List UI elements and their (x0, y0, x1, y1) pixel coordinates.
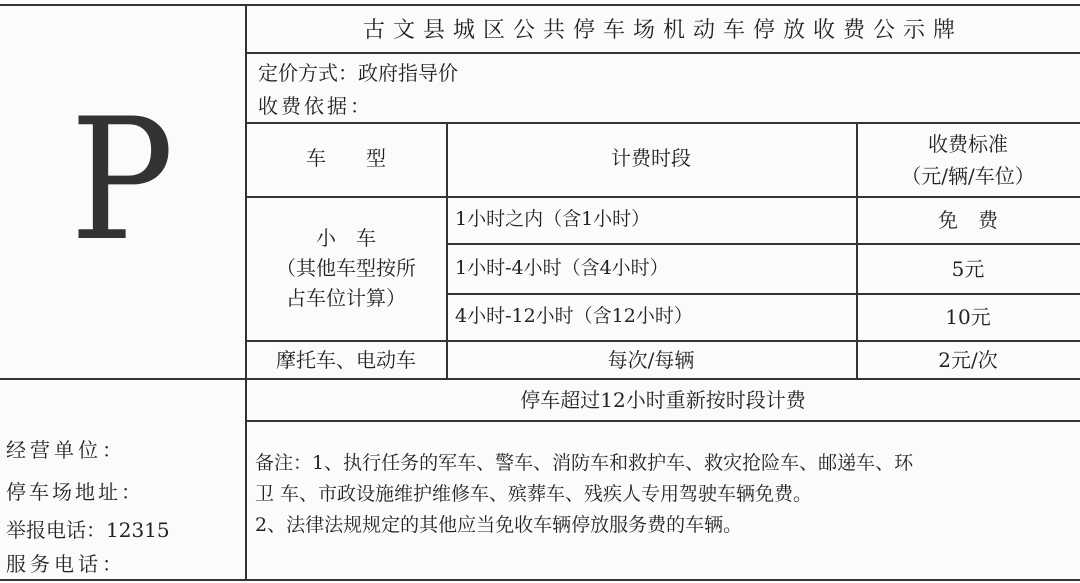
address-label: 停车场地址： (6, 480, 144, 504)
pricing-method: 定价方式：政府指导价 (258, 61, 458, 85)
header-billing-period: 计费时段 (611, 146, 691, 170)
overtime-divider (246, 420, 1080, 422)
remarks-line-3: 2、法律法规规定的其他应当免收车辆停放服务费的车辆。 (255, 514, 743, 536)
small-car-note-line1: （其他车型按所 (276, 256, 416, 280)
operator-label: 经营单位： (6, 438, 126, 462)
report-phone: 举报电话：12315 (6, 518, 170, 542)
small-car-label: 小 车 (316, 226, 376, 250)
left-section-divider (0, 378, 1080, 380)
border-top (0, 4, 1080, 6)
header-divider (246, 196, 1080, 198)
fee-row-3: 10元 (945, 305, 991, 329)
row1-divider (446, 243, 1080, 245)
board-title: 古文县城区公共停车场机动车停放收费公示牌 (362, 18, 963, 43)
fee-row-1: 免 费 (938, 208, 998, 232)
table-top-line (246, 122, 1080, 124)
small-car-note-line2: 占车位计算） (286, 286, 406, 310)
motorcycle-fee: 2元/次 (938, 348, 998, 372)
border-bottom (0, 579, 1080, 581)
period-row-1: 1小时之内（含1小时） (455, 208, 651, 230)
service-phone-label: 服务电话： (6, 552, 126, 576)
period-row-2: 1小时-4小时（含4小时） (455, 257, 669, 279)
overtime-note: 停车超过12小时重新按时段计费 (520, 388, 806, 412)
row2-divider (446, 293, 1080, 295)
remarks-line-1: 备注：1、执行任务的军车、警车、消防车和救护车、救灾抢险车、邮递车、环 (255, 452, 914, 474)
fee-basis: 收费依据： (258, 94, 373, 118)
title-divider (246, 52, 1080, 54)
remarks-line-2: 卫 车、市政设施维护维修车、殡葬车、残疾人专用驾驶车辆免费。 (255, 483, 813, 505)
row3-divider (246, 340, 1080, 342)
fee-row-2: 5元 (951, 257, 985, 281)
parking-icon: P (69, 82, 174, 278)
fee-column-divider (856, 122, 858, 378)
motorcycle-period: 每次/每辆 (607, 348, 695, 372)
period-row-3: 4小时-12小时（含12小时） (455, 305, 693, 327)
header-fee-unit: （元/辆/车位） (901, 164, 1035, 188)
header-fee-standard: 收费标准 (928, 132, 1008, 156)
header-vehicle-type: 车 型 (306, 146, 386, 170)
motorcycle-type: 摩托车、电动车 (276, 348, 416, 372)
